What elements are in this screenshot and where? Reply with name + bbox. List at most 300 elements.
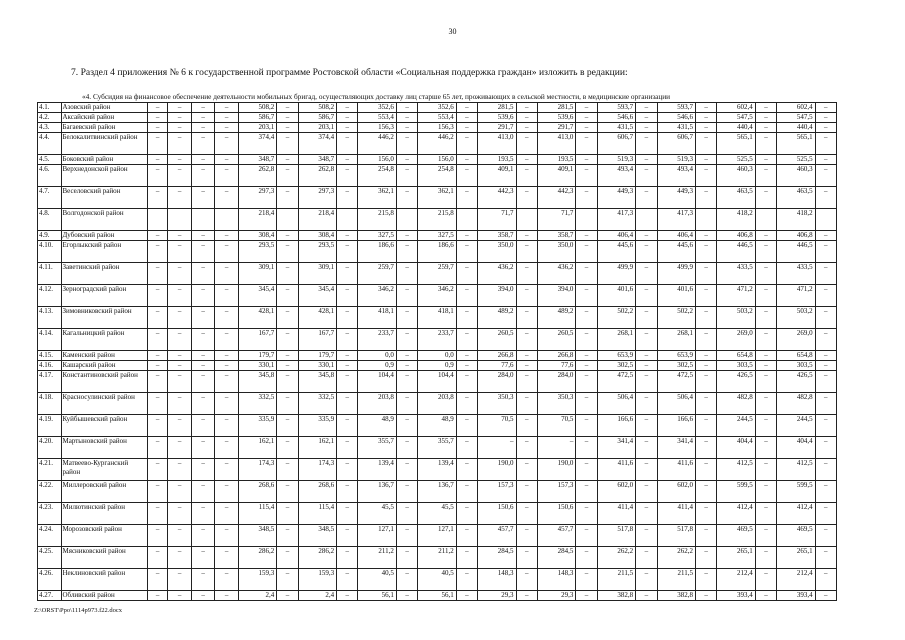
value-cell: 460,3 bbox=[717, 165, 755, 187]
empty-cell: – bbox=[168, 503, 192, 525]
empty-cell: – bbox=[191, 371, 215, 393]
value-cell: 409,1 bbox=[537, 165, 575, 187]
row-number: 4.26. bbox=[38, 569, 62, 591]
row-number: 4.17. bbox=[38, 371, 62, 393]
value-cell: 457,7 bbox=[478, 525, 516, 547]
empty-cell: – bbox=[277, 569, 298, 591]
value-cell: 418,2 bbox=[777, 209, 815, 231]
empty-cell: – bbox=[755, 371, 776, 393]
empty-cell: – bbox=[815, 437, 836, 459]
empty-cell: – bbox=[755, 241, 776, 263]
row-number: 4.13. bbox=[38, 307, 62, 329]
value-cell: 193,5 bbox=[537, 155, 575, 165]
value-cell: 401,6 bbox=[597, 285, 635, 307]
value-cell: 104,4 bbox=[358, 371, 396, 393]
empty-cell: – bbox=[576, 351, 597, 361]
value-cell: 2,4 bbox=[238, 591, 276, 601]
empty-cell: – bbox=[815, 123, 836, 133]
empty-cell: – bbox=[755, 285, 776, 307]
empty-cell: – bbox=[215, 187, 239, 209]
empty-cell: – bbox=[396, 437, 417, 459]
value-cell: 469,5 bbox=[777, 525, 815, 547]
value-cell: 406,4 bbox=[657, 231, 695, 241]
empty-cell: – bbox=[695, 525, 716, 547]
district-name: Волгодонской район bbox=[61, 209, 148, 231]
value-cell: 428,1 bbox=[238, 307, 276, 329]
value-cell: 345,4 bbox=[238, 285, 276, 307]
empty-cell: – bbox=[337, 459, 358, 481]
empty-cell: – bbox=[755, 547, 776, 569]
empty-cell: – bbox=[337, 569, 358, 591]
value-cell: 162,1 bbox=[298, 437, 336, 459]
empty-cell: – bbox=[695, 285, 716, 307]
value-cell: 179,7 bbox=[298, 351, 336, 361]
empty-cell: – bbox=[215, 503, 239, 525]
page-number: 30 bbox=[448, 27, 457, 36]
empty-cell: – bbox=[396, 591, 417, 601]
empty-cell: – bbox=[215, 231, 239, 241]
empty-cell: – bbox=[695, 547, 716, 569]
empty-cell: – bbox=[576, 307, 597, 329]
empty-cell: – bbox=[456, 351, 477, 361]
empty-cell: – bbox=[148, 241, 168, 263]
value-cell: 440,4 bbox=[777, 123, 815, 133]
empty-cell: – bbox=[215, 525, 239, 547]
value-cell: 162,1 bbox=[238, 437, 276, 459]
value-cell: 654,8 bbox=[777, 351, 815, 361]
value-cell: 382,8 bbox=[657, 591, 695, 601]
empty-cell: – bbox=[396, 285, 417, 307]
value-cell: 493,4 bbox=[657, 165, 695, 187]
empty-cell: – bbox=[755, 307, 776, 329]
empty-cell: – bbox=[815, 155, 836, 165]
empty-cell: – bbox=[755, 569, 776, 591]
value-cell: 244,5 bbox=[777, 415, 815, 437]
empty-cell: – bbox=[168, 459, 192, 481]
value-cell: 355,7 bbox=[358, 437, 396, 459]
value-cell: 374,4 bbox=[238, 133, 276, 155]
value-cell: 293,5 bbox=[298, 241, 336, 263]
value-cell: 436,2 bbox=[478, 263, 516, 285]
value-cell: 406,8 bbox=[717, 231, 755, 241]
empty-cell: – bbox=[516, 481, 537, 503]
empty-cell: – bbox=[636, 285, 657, 307]
empty-cell: – bbox=[168, 263, 192, 285]
value-cell: 472,5 bbox=[597, 371, 635, 393]
empty-cell: – bbox=[576, 437, 597, 459]
empty-cell: – bbox=[277, 547, 298, 569]
empty-cell: – bbox=[396, 103, 417, 113]
value-cell: 442,3 bbox=[537, 187, 575, 209]
empty-cell: – bbox=[815, 361, 836, 371]
empty-cell: – bbox=[168, 361, 192, 371]
empty-cell: – bbox=[191, 459, 215, 481]
empty-cell: – bbox=[456, 371, 477, 393]
value-cell: 445,6 bbox=[657, 241, 695, 263]
district-name: Мартыновский район bbox=[61, 437, 148, 459]
empty-cell: – bbox=[815, 113, 836, 123]
value-cell: 335,9 bbox=[238, 415, 276, 437]
empty-cell: – bbox=[337, 241, 358, 263]
row-number: 4.24. bbox=[38, 525, 62, 547]
empty-cell: – bbox=[337, 361, 358, 371]
value-cell: 606,7 bbox=[657, 133, 695, 155]
empty-cell: – bbox=[215, 285, 239, 307]
empty-cell: – bbox=[516, 525, 537, 547]
value-cell: 174,3 bbox=[298, 459, 336, 481]
empty-cell: – bbox=[516, 113, 537, 123]
empty-cell: – bbox=[215, 371, 239, 393]
empty-cell: – bbox=[337, 481, 358, 503]
empty-cell: – bbox=[337, 547, 358, 569]
table-row bbox=[38, 307, 866, 329]
empty-cell: – bbox=[695, 307, 716, 329]
value-cell: 77,6 bbox=[478, 361, 516, 371]
empty-cell: – bbox=[456, 329, 477, 351]
value-cell: 506,4 bbox=[657, 393, 695, 415]
empty-cell: – bbox=[576, 329, 597, 351]
empty-cell: – bbox=[516, 415, 537, 437]
value-cell: 460,3 bbox=[777, 165, 815, 187]
empty-cell: – bbox=[215, 241, 239, 263]
value-cell: 70,5 bbox=[537, 415, 575, 437]
empty-cell: – bbox=[695, 371, 716, 393]
table-row bbox=[38, 371, 866, 393]
value-cell: 346,2 bbox=[418, 285, 456, 307]
empty-cell: – bbox=[516, 569, 537, 591]
empty-cell: – bbox=[191, 547, 215, 569]
empty-cell: – bbox=[215, 113, 239, 123]
value-cell: 179,7 bbox=[238, 351, 276, 361]
row-number: 4.14. bbox=[38, 329, 62, 351]
empty-cell: – bbox=[215, 393, 239, 415]
value-cell: 411,6 bbox=[657, 459, 695, 481]
value-cell: 517,8 bbox=[657, 525, 695, 547]
empty-cell: – bbox=[456, 415, 477, 437]
empty-cell: – bbox=[277, 155, 298, 165]
table-row bbox=[38, 133, 866, 155]
value-cell: 653,9 bbox=[657, 351, 695, 361]
empty-cell: – bbox=[277, 133, 298, 155]
empty-cell: – bbox=[755, 165, 776, 187]
table-row bbox=[38, 351, 866, 361]
table-row bbox=[38, 123, 866, 133]
empty-cell: – bbox=[456, 187, 477, 209]
empty-cell: – bbox=[168, 547, 192, 569]
empty-cell: – bbox=[396, 547, 417, 569]
empty-cell bbox=[148, 209, 168, 231]
empty-cell bbox=[191, 209, 215, 231]
empty-cell: – bbox=[755, 133, 776, 155]
empty-cell: – bbox=[148, 591, 168, 601]
empty-cell: – bbox=[456, 459, 477, 481]
value-cell: 262,8 bbox=[238, 165, 276, 187]
row-number: 4.8. bbox=[38, 209, 62, 231]
empty-cell: – bbox=[636, 155, 657, 165]
empty-cell: – bbox=[148, 371, 168, 393]
value-cell: 431,5 bbox=[597, 123, 635, 133]
value-cell: 503,2 bbox=[777, 307, 815, 329]
district-name: Белокалитвинский район bbox=[61, 133, 148, 155]
value-cell: 211,2 bbox=[418, 547, 456, 569]
empty-cell: – bbox=[695, 569, 716, 591]
empty-cell: – bbox=[148, 113, 168, 123]
value-cell: 71,7 bbox=[478, 209, 516, 231]
value-cell: 341,4 bbox=[657, 437, 695, 459]
empty-cell: – bbox=[337, 155, 358, 165]
empty-cell: – bbox=[755, 525, 776, 547]
row-number: 4.3. bbox=[38, 123, 62, 133]
value-cell: 150,6 bbox=[478, 503, 516, 525]
empty-cell: – bbox=[636, 165, 657, 187]
empty-cell: – bbox=[168, 103, 192, 113]
empty-cell: – bbox=[168, 393, 192, 415]
value-cell: 284,5 bbox=[537, 547, 575, 569]
value-cell: 499,9 bbox=[657, 263, 695, 285]
value-cell: 56,1 bbox=[358, 591, 396, 601]
empty-cell: – bbox=[815, 459, 836, 481]
empty-cell: – bbox=[215, 329, 239, 351]
value-cell: 413,0 bbox=[478, 133, 516, 155]
empty-cell: – bbox=[815, 133, 836, 155]
empty-cell: – bbox=[168, 329, 192, 351]
value-cell: 412,4 bbox=[717, 503, 755, 525]
value-cell: 56,1 bbox=[418, 591, 456, 601]
value-cell: 269,0 bbox=[717, 329, 755, 351]
value-cell: 413,0 bbox=[537, 133, 575, 155]
value-cell: 268,6 bbox=[238, 481, 276, 503]
empty-cell: – bbox=[148, 165, 168, 187]
value-cell: 211,5 bbox=[657, 569, 695, 591]
empty-cell: – bbox=[516, 371, 537, 393]
value-cell: 233,7 bbox=[418, 329, 456, 351]
value-cell: 265,1 bbox=[777, 547, 815, 569]
district-name: Миллеровский район bbox=[61, 481, 148, 503]
value-cell: 284,5 bbox=[478, 547, 516, 569]
row-number: 4.22. bbox=[38, 481, 62, 503]
empty-cell: – bbox=[191, 393, 215, 415]
value-cell: 215,8 bbox=[358, 209, 396, 231]
empty-cell: – bbox=[815, 547, 836, 569]
value-cell: 393,4 bbox=[777, 591, 815, 601]
district-name: Дубовский район bbox=[61, 231, 148, 241]
value-cell: 539,6 bbox=[478, 113, 516, 123]
value-cell: 449,3 bbox=[597, 187, 635, 209]
value-cell: 150,6 bbox=[537, 503, 575, 525]
table-row bbox=[38, 329, 866, 351]
value-cell: 433,5 bbox=[777, 263, 815, 285]
empty-cell: – bbox=[337, 393, 358, 415]
value-cell: 547,5 bbox=[777, 113, 815, 123]
empty-cell: – bbox=[148, 361, 168, 371]
row-number: 4.23. bbox=[38, 503, 62, 525]
value-cell: 546,6 bbox=[657, 113, 695, 123]
empty-cell: – bbox=[191, 263, 215, 285]
empty-cell: – bbox=[396, 503, 417, 525]
value-cell: 166,6 bbox=[657, 415, 695, 437]
row-number: 4.11. bbox=[38, 263, 62, 285]
empty-cell bbox=[755, 209, 776, 231]
empty-cell: – bbox=[215, 351, 239, 361]
value-cell: 269,0 bbox=[777, 329, 815, 351]
value-cell: 335,9 bbox=[298, 415, 336, 437]
empty-cell: – bbox=[815, 165, 836, 187]
empty-cell: – bbox=[576, 371, 597, 393]
empty-cell: – bbox=[456, 307, 477, 329]
value-cell: 418,1 bbox=[418, 307, 456, 329]
value-cell: 309,1 bbox=[238, 263, 276, 285]
empty-cell: – bbox=[215, 123, 239, 133]
value-cell: 293,5 bbox=[238, 241, 276, 263]
value-cell: 71,7 bbox=[537, 209, 575, 231]
value-cell: 2,4 bbox=[298, 591, 336, 601]
empty-cell: – bbox=[755, 155, 776, 165]
value-cell: 203,8 bbox=[418, 393, 456, 415]
empty-cell: – bbox=[636, 525, 657, 547]
empty-cell: – bbox=[516, 503, 537, 525]
row-number: 4.4. bbox=[38, 133, 62, 155]
value-cell: 482,8 bbox=[777, 393, 815, 415]
value-cell: 211,5 bbox=[597, 569, 635, 591]
empty-cell: – bbox=[456, 103, 477, 113]
row-number: 4.10. bbox=[38, 241, 62, 263]
value-cell: 156,0 bbox=[418, 155, 456, 165]
row-number: 4.2. bbox=[38, 113, 62, 123]
value-cell: 332,5 bbox=[298, 393, 336, 415]
empty-cell: – bbox=[168, 187, 192, 209]
empty-cell: – bbox=[636, 263, 657, 285]
table-row bbox=[38, 263, 866, 285]
value-cell: 358,7 bbox=[478, 231, 516, 241]
table-row bbox=[38, 155, 866, 165]
value-cell: 499,9 bbox=[597, 263, 635, 285]
table-row bbox=[38, 481, 866, 503]
empty-cell: – bbox=[191, 329, 215, 351]
value-cell: 218,4 bbox=[298, 209, 336, 231]
value-cell: 268,1 bbox=[657, 329, 695, 351]
empty-cell: – bbox=[191, 187, 215, 209]
empty-cell: – bbox=[337, 263, 358, 285]
empty-cell bbox=[636, 209, 657, 231]
value-cell: 136,7 bbox=[358, 481, 396, 503]
empty-cell: – bbox=[815, 393, 836, 415]
empty-cell: – bbox=[695, 123, 716, 133]
value-cell: 190,0 bbox=[537, 459, 575, 481]
empty-cell: – bbox=[815, 481, 836, 503]
empty-cell: – bbox=[277, 525, 298, 547]
empty-cell: – bbox=[396, 481, 417, 503]
value-cell: 302,5 bbox=[597, 361, 635, 371]
empty-cell: – bbox=[576, 361, 597, 371]
empty-cell: – bbox=[516, 307, 537, 329]
empty-cell: – bbox=[576, 165, 597, 187]
empty-cell: – bbox=[636, 361, 657, 371]
empty-cell: – bbox=[456, 437, 477, 459]
empty-cell: – bbox=[636, 415, 657, 437]
value-cell: 157,3 bbox=[478, 481, 516, 503]
empty-cell: – bbox=[396, 569, 417, 591]
value-cell: 426,5 bbox=[777, 371, 815, 393]
table-row bbox=[38, 165, 866, 187]
empty-cell: – bbox=[277, 329, 298, 351]
value-cell: 565,1 bbox=[717, 133, 755, 155]
value-cell: 374,4 bbox=[298, 133, 336, 155]
empty-cell: – bbox=[636, 371, 657, 393]
empty-cell: – bbox=[215, 307, 239, 329]
empty-cell: – bbox=[636, 133, 657, 155]
value-cell: 115,4 bbox=[298, 503, 336, 525]
empty-cell: – bbox=[576, 415, 597, 437]
value-cell: 602,4 bbox=[717, 103, 755, 113]
empty-cell: – bbox=[396, 371, 417, 393]
value-cell: 565,1 bbox=[777, 133, 815, 155]
empty-cell: – bbox=[396, 525, 417, 547]
empty-cell bbox=[815, 209, 836, 231]
empty-cell: – bbox=[636, 481, 657, 503]
empty-cell: – bbox=[148, 329, 168, 351]
value-cell: 303,5 bbox=[777, 361, 815, 371]
empty-cell: – bbox=[148, 415, 168, 437]
empty-cell: – bbox=[215, 591, 239, 601]
row-number: 4.1. bbox=[38, 103, 62, 113]
value-cell: 167,7 bbox=[238, 329, 276, 351]
value-cell: 330,1 bbox=[238, 361, 276, 371]
empty-cell: – bbox=[636, 231, 657, 241]
empty-cell: – bbox=[456, 113, 477, 123]
value-cell: 472,5 bbox=[657, 371, 695, 393]
value-cell: 332,5 bbox=[238, 393, 276, 415]
value-cell: 40,5 bbox=[358, 569, 396, 591]
empty-cell: – bbox=[148, 103, 168, 113]
empty-cell: – bbox=[755, 591, 776, 601]
empty-cell: – bbox=[396, 329, 417, 351]
empty-cell: – bbox=[456, 231, 477, 241]
empty-cell: – bbox=[755, 123, 776, 133]
empty-cell: – bbox=[755, 103, 776, 113]
value-cell: 586,7 bbox=[238, 113, 276, 123]
empty-cell: – bbox=[148, 133, 168, 155]
empty-cell: – bbox=[396, 351, 417, 361]
value-cell: 593,7 bbox=[657, 103, 695, 113]
district-name: Куйбышевский район bbox=[61, 415, 148, 437]
value-cell: 394,0 bbox=[478, 285, 516, 307]
value-cell: 502,2 bbox=[657, 307, 695, 329]
empty-cell: – bbox=[576, 103, 597, 113]
empty-cell: – bbox=[695, 329, 716, 351]
value-cell: 203,1 bbox=[298, 123, 336, 133]
value-cell: 436,2 bbox=[537, 263, 575, 285]
empty-cell: – bbox=[277, 123, 298, 133]
value-cell: 350,0 bbox=[478, 241, 516, 263]
value-cell: 159,3 bbox=[298, 569, 336, 591]
empty-cell: – bbox=[215, 481, 239, 503]
empty-cell: – bbox=[516, 187, 537, 209]
empty-cell: – bbox=[516, 133, 537, 155]
value-cell: 445,6 bbox=[597, 241, 635, 263]
empty-cell: – bbox=[148, 437, 168, 459]
empty-cell: – bbox=[576, 263, 597, 285]
empty-cell: – bbox=[168, 481, 192, 503]
empty-cell: – bbox=[396, 113, 417, 123]
value-cell: 259,7 bbox=[358, 263, 396, 285]
empty-cell: – bbox=[516, 547, 537, 569]
value-cell: 308,4 bbox=[298, 231, 336, 241]
value-cell: 266,8 bbox=[537, 351, 575, 361]
value-cell: 166,6 bbox=[597, 415, 635, 437]
empty-cell: – bbox=[337, 415, 358, 437]
empty-cell: – bbox=[456, 241, 477, 263]
empty-cell: – bbox=[456, 503, 477, 525]
